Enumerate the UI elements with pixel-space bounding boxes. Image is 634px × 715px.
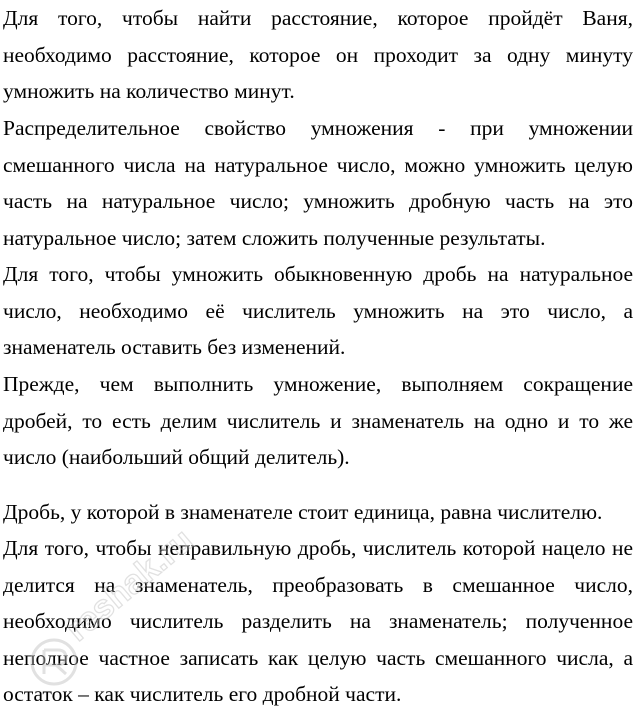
paragraph-distributive-property: Распределительное свойство умножения - при умножении смешанного числа на натуральное число, можно умножить целую часть на натуральное число; умножить дробную часть на это натуральное число; затем сложить полученные результаты. [3,116,633,250]
watermark-text: reshak.ru [58,521,201,649]
paragraph-improper-fraction: Для того, чтобы неправильную дробь, числитель которой нацело не делится на знаменатель, преобразовать в смешанное число, необходимо числитель разделить на знаменатель; полученное неполное частное записать как целую часть смешанного числа, а остаток – как числитель его дробной части. [3,536,633,706]
paragraph-fraction-reduction: Прежде, чем выполнить умножение, выполняем сокращение дробей, то есть делим числитель и знаменатель на одно и то же число (наибольший общий делитель). [3,372,633,469]
paragraph-fraction-multiplication: Для того, чтобы умножить обыкновенную дробь на натуральное число, необходимо её числитель умножить на это число, а знаменатель оставить без изменений. [3,262,633,359]
paragraph-denominator-one: Дробь, у которой в знаменателе стоит единица, равна числителю. [3,500,603,524]
paragraph-distance: Для того, чтобы найти расстояние, которое пройдёт Ваня, необходимо расстояние, которое он проходит за одну минуту умножить на количество минут. [3,6,633,103]
